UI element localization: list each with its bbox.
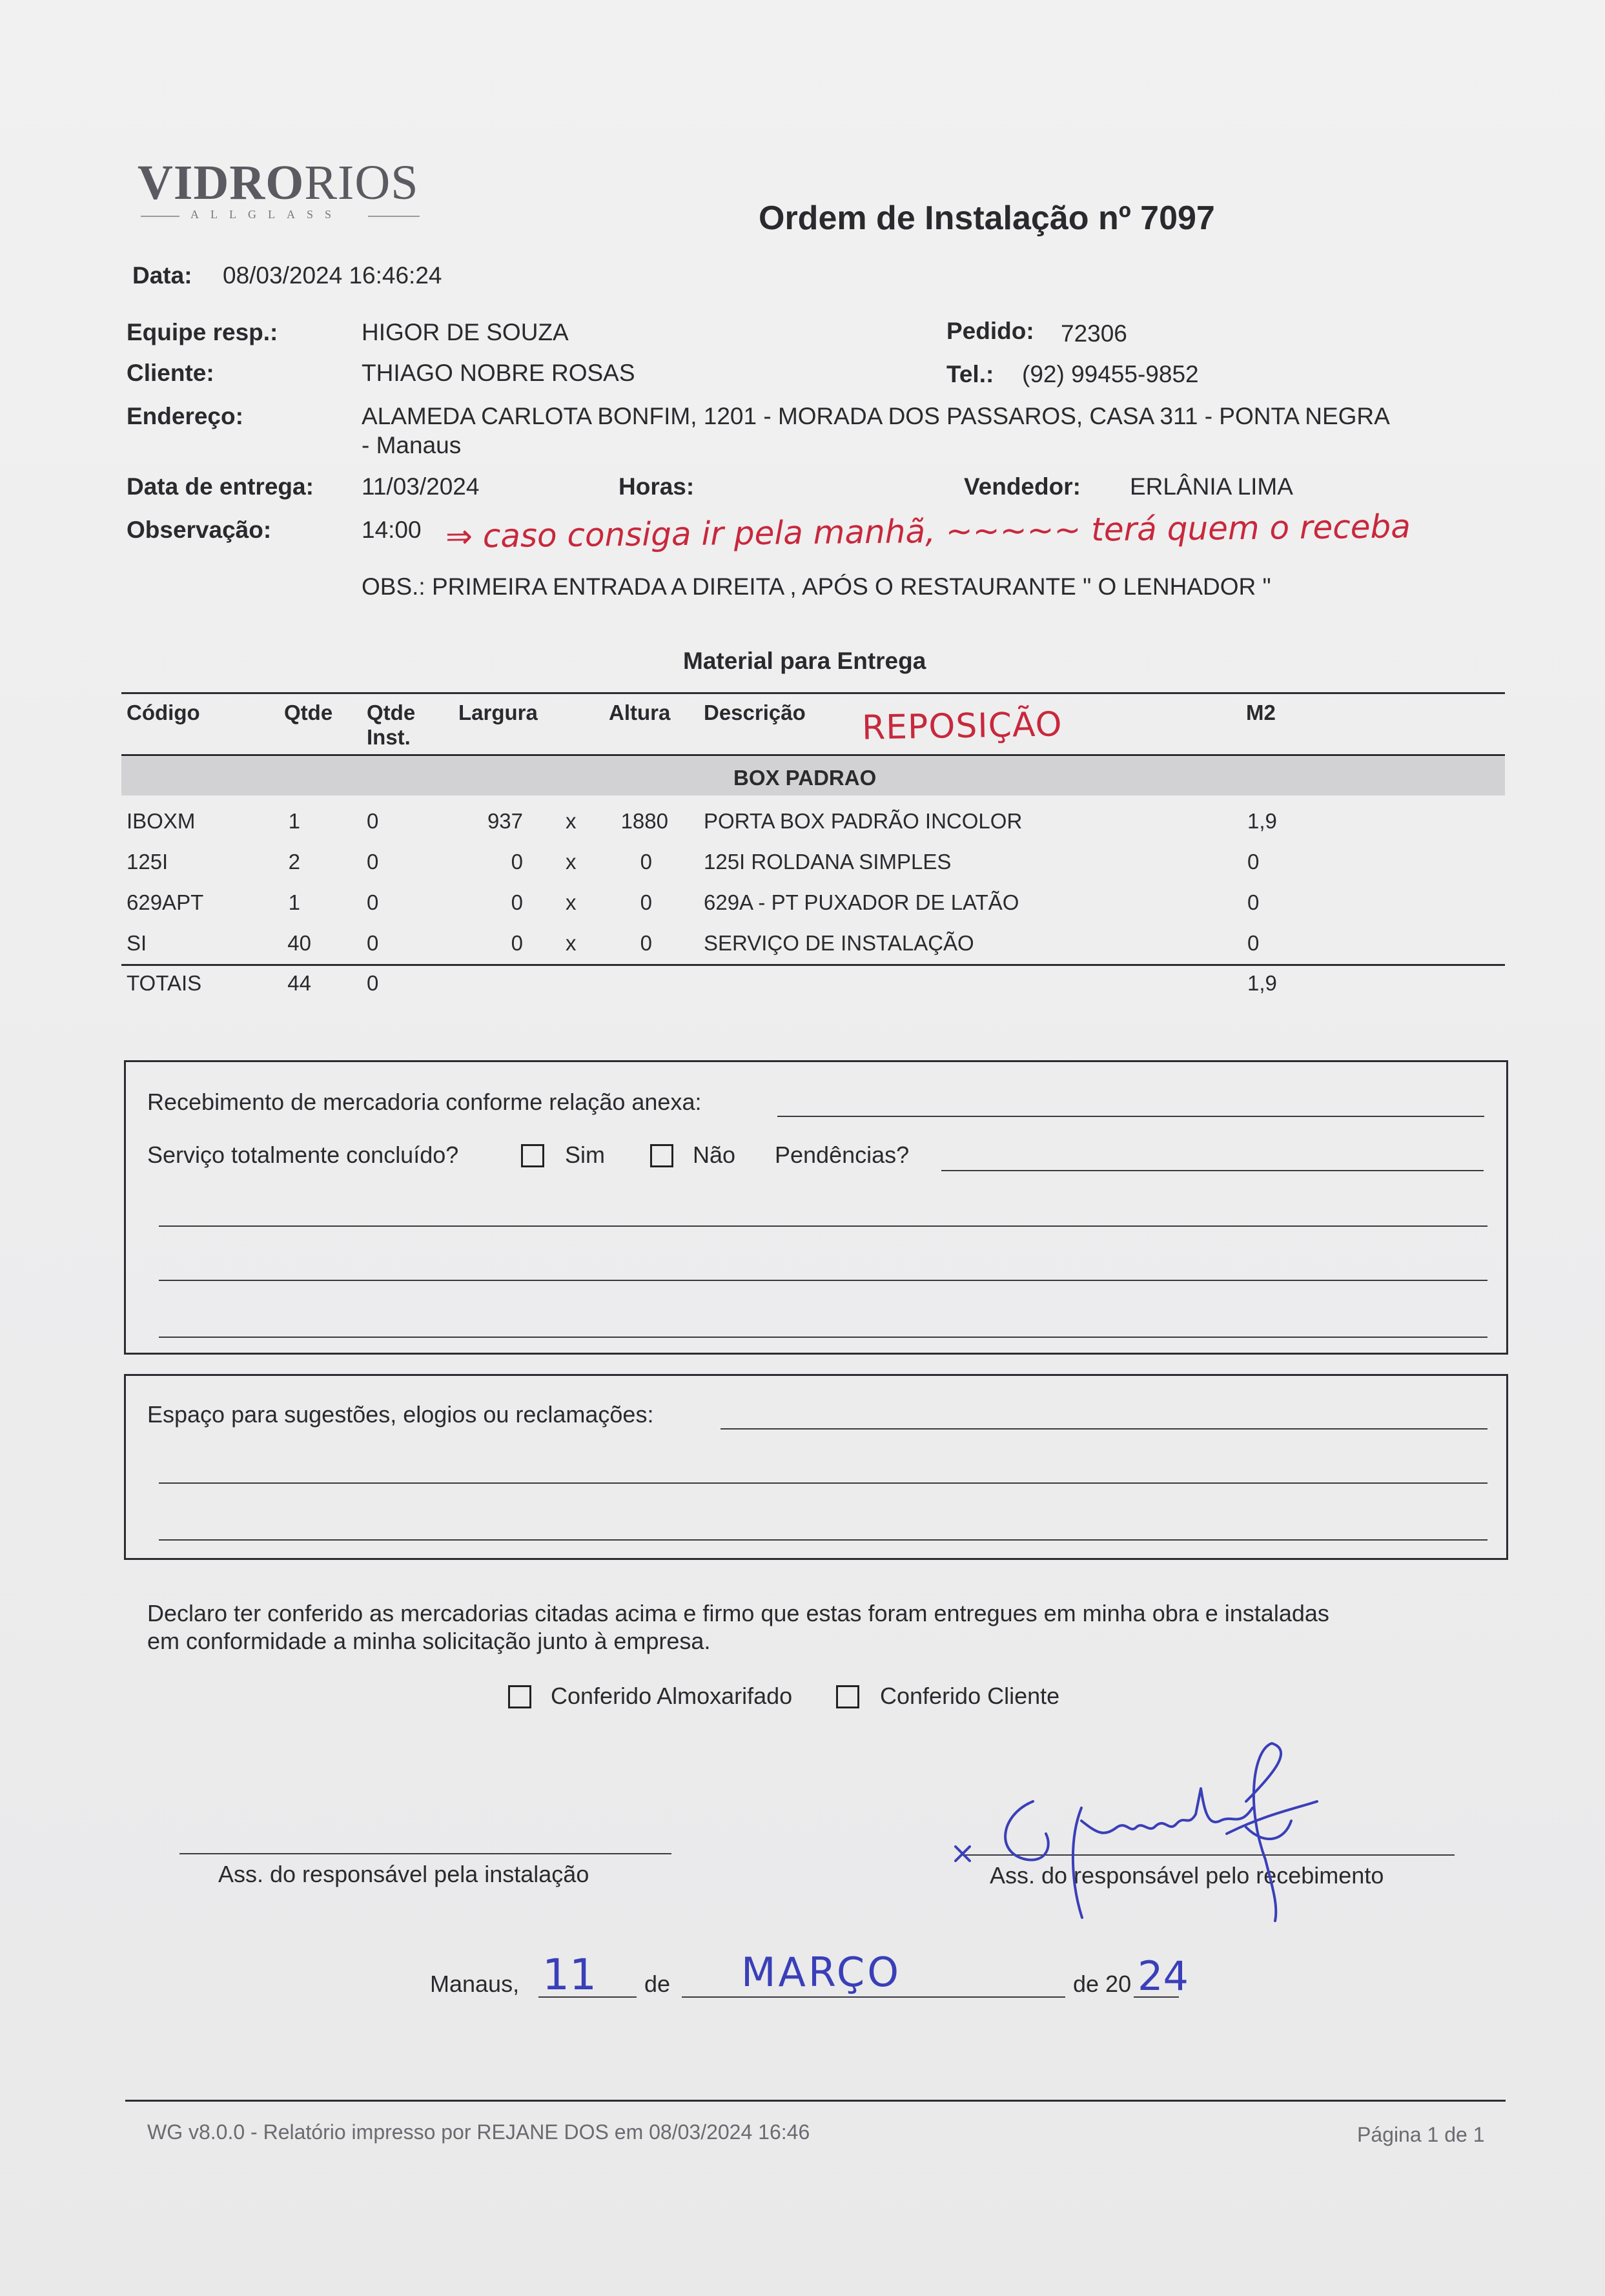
tel-label: Tel.: [946,361,994,387]
cell-x: x [566,850,577,874]
suggestions-label: Espaço para sugestões, elogios ou reclamações: [147,1401,654,1428]
sim-label: Sim [565,1142,605,1168]
equipe-label: Equipe resp.: [127,319,278,345]
cell-m2: 0 [1247,890,1260,914]
obs-note: OBS.: PRIMEIRA ENTRADA A DIREITA , APÓS O RESTAURANTE " O LENHADOR " [362,573,1271,600]
cell-altura: 0 [640,890,652,914]
city-label: Manaus, [430,1971,520,1997]
handwritten-day: 11 [542,1950,597,2000]
declaration-line1: Declaro ter conferido as mercadorias citadas acima e firmo que estas foram entregues em minha obra e instaladas [147,1600,1329,1626]
col-m2: M2 [1246,701,1276,724]
footer-left: WG v8.0.0 - Relatório impresso por REJANE DOS em 08/03/2024 16:46 [147,2120,810,2144]
equipe-value: HIGOR DE SOUZA [362,319,569,345]
cliente-check-label: Conferido Cliente [880,1683,1060,1709]
totals-label: TOTAIS [127,971,202,995]
horas-label: Horas: [618,473,695,500]
col-descricao: Descrição [704,701,806,724]
cell-m2: 0 [1247,850,1260,874]
cell-largura: 0 [511,931,523,955]
col-qtde: Qtde [284,701,333,724]
month-line [682,1996,1065,1998]
signature-label-right: Ass. do responsável pelo recebimento [990,1862,1384,1889]
servico-label: Serviço totalmente concluído? [147,1142,459,1168]
cell-inst: 0 [367,809,379,833]
cliente-checkbox[interactable] [836,1685,859,1708]
table-header-rule [121,754,1505,756]
logo-subtitle: ALLGLASS [190,208,343,221]
pedido-label: Pedido: [946,318,1034,344]
suggestions-line-1 [721,1428,1487,1430]
cell-x: x [566,809,577,833]
nao-checkbox[interactable] [650,1144,673,1167]
pendencias-label: Pendências? [775,1142,910,1168]
cell-altura: 0 [640,850,652,874]
cell-codigo: 125I [127,850,169,874]
logo-rule-right [368,216,420,217]
endereco-line1: ALAMEDA CARLOTA BONFIM, 1201 - MORADA DOS PASSAROS, CASA 311 - PONTA NEGRA [362,403,1390,429]
table-top-rule [121,692,1505,694]
cell-m2: 0 [1247,931,1260,955]
group-label: BOX PADRAO [733,766,877,790]
pendencias-line-3 [159,1280,1487,1281]
signature-line-left [179,1853,671,1854]
col-altura: Altura [609,701,671,724]
handwritten-reposicao: REPOSIÇÃO [861,705,1063,748]
col-largura: Largura [458,701,538,724]
vendedor-value: ERLÂNIA LIMA [1130,473,1293,500]
pendencias-line-4 [159,1337,1487,1338]
cliente-label: Cliente: [127,360,214,386]
cell-descricao: 125I ROLDANA SIMPLES [704,850,952,874]
cell-codigo: IBOXM [127,809,196,833]
vendedor-label: Vendedor: [964,473,1081,500]
footer-right: Página 1 de 1 [1357,2123,1485,2146]
tel-value: (92) 99455-9852 [1022,361,1199,387]
cell-m2: 1,9 [1247,809,1277,833]
sim-checkbox[interactable] [521,1144,544,1167]
table-caption: Material para Entrega [683,648,926,674]
cell-codigo: SI [127,931,147,955]
recebimento-line [777,1116,1484,1117]
cell-inst: 0 [367,931,379,955]
company-logo: VIDRORIOS [138,156,419,210]
cell-codigo: 629APT [127,890,204,914]
handwritten-observation-note: ⇒ caso consiga ir pela manhã, ~~~~~ terá quem o receba [445,507,1411,555]
declaration-line2: em conformidade a minha solicitação junto à empresa. [147,1628,711,1654]
pendencias-line [941,1170,1484,1171]
date-label: Data: [132,262,192,289]
entrega-label: Data de entrega: [127,473,314,500]
cell-qtde: 1 [288,809,300,833]
pendencias-line-2 [159,1225,1487,1227]
totals-inst: 0 [367,971,379,995]
cell-largura: 0 [511,890,523,914]
cell-altura: 1880 [620,809,668,833]
endereco-label: Endereço: [127,403,243,429]
suggestions-line-2 [159,1482,1487,1484]
cell-qtde: 2 [288,850,300,874]
cell-inst: 0 [367,850,379,874]
almoxarifado-checkbox[interactable] [508,1685,531,1708]
observacao-value: 14:00 [362,517,422,543]
recebimento-label: Recebimento de mercadoria conforme relação anexa: [147,1089,702,1115]
observacao-label: Observação: [127,517,272,543]
handwritten-signature [943,1730,1343,1924]
handwritten-month: MARÇO [741,1949,901,1996]
col-codigo: Código [127,701,200,724]
cell-descricao: SERVIÇO DE INSTALAÇÃO [704,931,974,955]
entrega-value: 11/03/2024 [362,473,480,500]
cell-x: x [566,931,577,955]
cell-inst: 0 [367,890,379,914]
date-value: 08/03/2024 16:46:24 [223,262,442,289]
col-qtde-inst: Qtde Inst. [367,701,416,749]
cell-descricao: PORTA BOX PADRÃO INCOLOR [704,809,1023,833]
pedido-value: 72306 [1061,320,1127,347]
endereco-line2: - Manaus [362,432,462,458]
footer-rule [125,2100,1506,2102]
cell-qtde: 40 [287,931,311,955]
suggestions-line-3 [159,1539,1487,1541]
nao-label: Não [693,1142,736,1168]
almoxarifado-label: Conferido Almoxarifado [551,1683,793,1709]
handwritten-year: 24 [1138,1953,1189,2000]
cell-largura: 937 [487,809,523,833]
signature-label-left: Ass. do responsável pela instalação [218,1861,589,1887]
cell-altura: 0 [640,931,652,955]
cell-x: x [566,890,577,914]
cliente-value: THIAGO NOBRE ROSAS [362,360,635,386]
cell-largura: 0 [511,850,523,874]
de-label-2: de 20 [1073,1971,1132,1997]
totals-qtde: 44 [287,971,311,995]
document-title: Ordem de Instalação nº 7097 [759,200,1215,237]
totals-rule [121,964,1505,966]
logo-rule-left [141,216,179,217]
cell-qtde: 1 [288,890,300,914]
totals-m2: 1,9 [1247,971,1277,995]
de-label-1: de [644,1971,671,1997]
cell-descricao: 629A - PT PUXADOR DE LATÃO [704,890,1019,914]
